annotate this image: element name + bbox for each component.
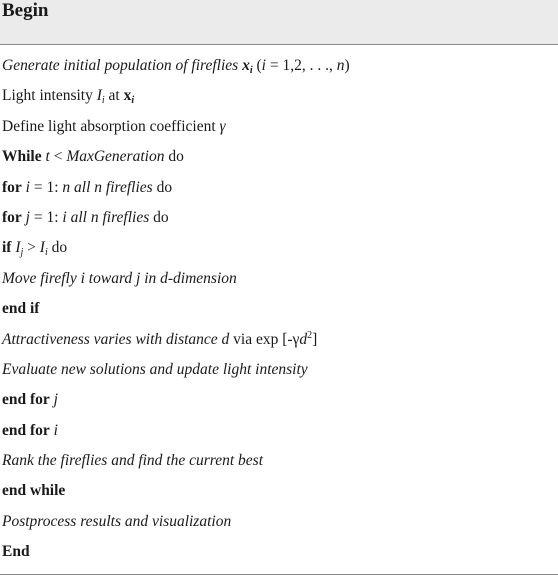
line-absorption: Define light absorption coefficient γ bbox=[2, 117, 226, 135]
line-end-if: end if bbox=[2, 300, 40, 318]
line-while: While t < MaxGeneration do bbox=[2, 148, 184, 166]
line-rank: Rank the fireflies and find the current best bbox=[2, 452, 264, 470]
line-end-for-j: end for j bbox=[2, 391, 58, 409]
line-generate-population: Generate initial population of fireflies $x_i$ (i = 1,2, . . ., n) bbox=[2, 57, 350, 76]
line-attractiveness: Attractiveness varies with distance d via $\exp [-\gamma d^2]$ bbox=[2, 329, 318, 348]
table-header bbox=[0, 0, 558, 44]
top-rule bbox=[0, 44, 558, 45]
line-postprocess: Postprocess results and visualization bbox=[2, 512, 232, 530]
line-for-i: for i = 1: n all n fireflies do bbox=[2, 178, 173, 196]
line-light-intensity: Light intensity $I_i$ at $x_i$ bbox=[2, 87, 135, 107]
line-for-j: for j = 1: i all n fireflies do bbox=[2, 208, 169, 226]
line-if: if $I_j > I_i$ do bbox=[2, 239, 68, 259]
line-move: Move firefly i toward j in d-dimension bbox=[2, 269, 237, 287]
header-title: Begin bbox=[2, 0, 49, 21]
line-end: End bbox=[2, 543, 30, 561]
line-evaluate: Evaluate new solutions and update light intensity bbox=[2, 360, 308, 378]
line-end-for-i: end for i bbox=[2, 421, 58, 439]
line-end-while: end while bbox=[2, 482, 66, 500]
algorithm-body bbox=[2, 51, 558, 568]
